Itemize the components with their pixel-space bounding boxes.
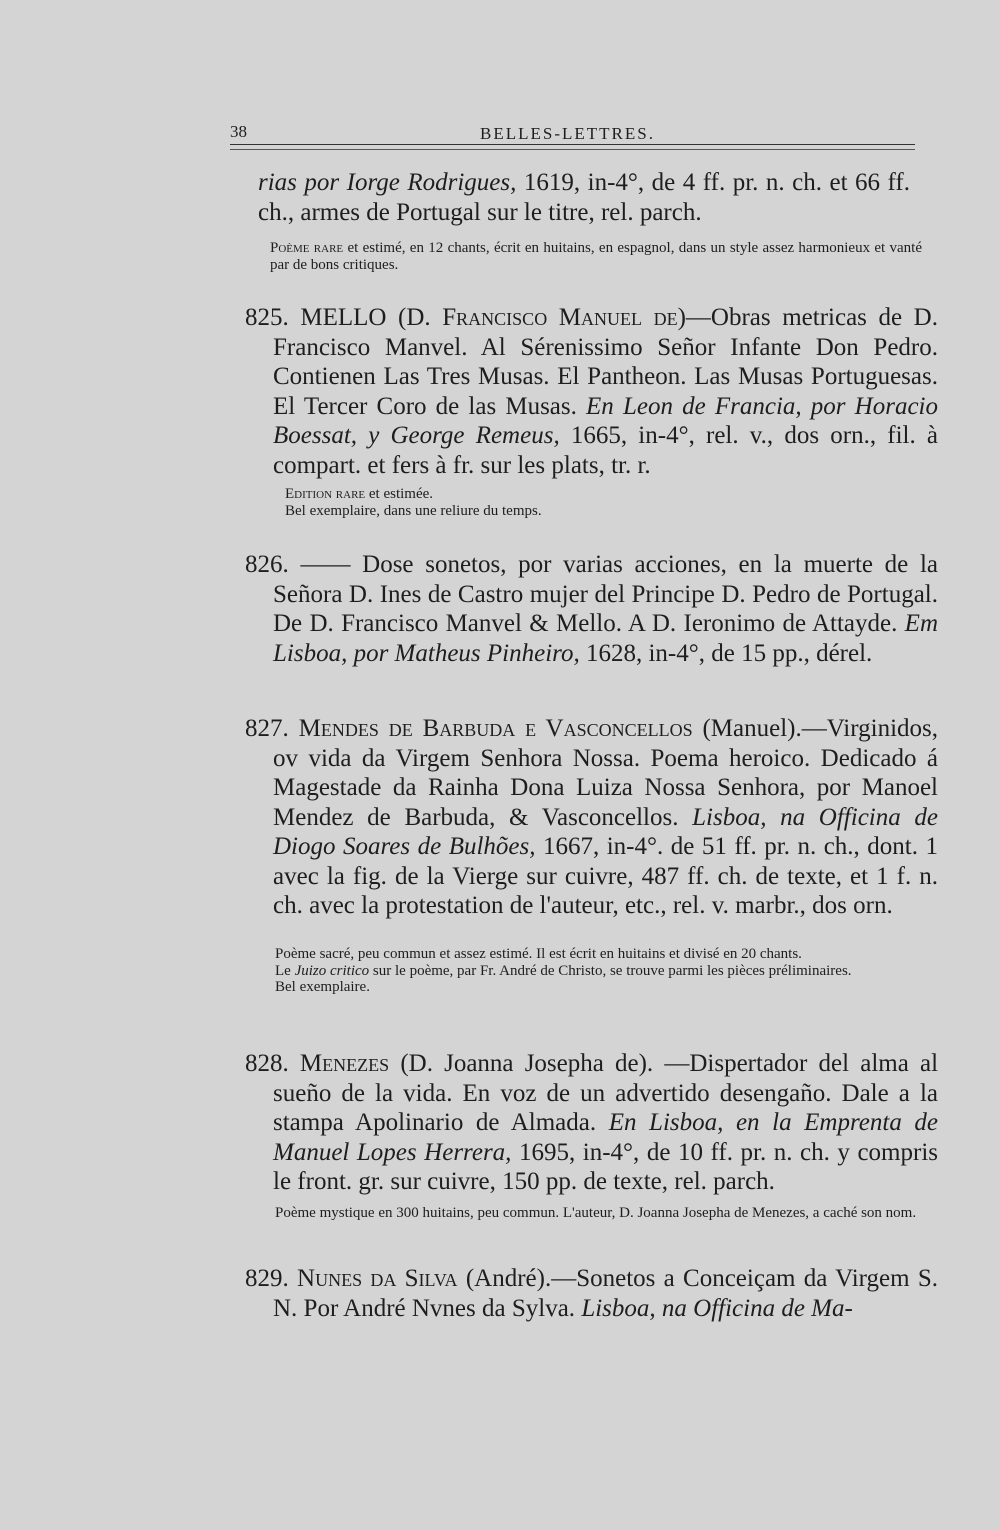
entry-828 (245, 1049, 938, 1197)
imprint: En Lisboa, en la Emprenta de Manuel Lopes Herrera, (273, 1109, 939, 1166)
em-dash: — (685, 304, 711, 331)
entry-title: Dose sonetos, por varias acciones, en la muerte de la Señora D. Ines de Castro mujer del Principe D. Pedro de Portugal. De D. Francisco Manvel & Mello. A D. Ieronimo de Attayde. (273, 551, 938, 637)
imprint: rias por Iorge Rodrigues, (258, 169, 517, 196)
note-text: et estimé, en 12 chants, écrit en huitains, en espagnol, dans un style assez harmonieux et vanté par de bons critiques. (270, 240, 922, 273)
note-small-caps: Edition rare (285, 486, 366, 502)
note-line (285, 486, 950, 503)
entry-number: 827. (245, 715, 289, 742)
running-title: BELLES-LETTRES. (480, 124, 655, 143)
entry-number: 826. (245, 551, 289, 578)
entry-827 (245, 714, 938, 921)
entry-author-close: (D. Joanna Josepha de). (389, 1050, 654, 1077)
entry-number: 829. (245, 1265, 289, 1292)
entry-note (255, 240, 922, 273)
imprint: En Leon de Francia, por Horacio Boessat, y George Remeus, (273, 392, 938, 449)
entry-text: 1665, in-4°, rel. v., dos orn., fil. à compart. et fers à fr. sur les plats, tr. r. (273, 422, 938, 479)
note-text: et estimée. (365, 486, 434, 502)
entry-title: Obras metricas de D. Francisco Manvel. Al Sérenissimo Señor Infante Don Pedro. Contienen Las Tres Musas. El Pantheon. Las Musas Portuguesas. El Tercer Coro de las Musas. (273, 304, 938, 420)
header-rule-thin (230, 149, 915, 150)
note-line: Bel exemplaire. (275, 979, 370, 995)
note-text: Le (275, 962, 295, 979)
note-line: Poème mystique en 300 huitains, peu commun. L'auteur, D. Joanna Josepha de Menezes, a caché son nom. (275, 1205, 917, 1221)
entry-826 (245, 550, 938, 668)
entry-continuation (258, 168, 910, 227)
entry-828-note (245, 1205, 925, 1222)
entry-author-sc: Mendes de Barbuda e Vasconcellos (298, 715, 693, 742)
em-dash: — (653, 1050, 690, 1077)
entry-title: Sonetos a Conceiçam da Virgem S. N. Por André Nvnes da Sylva. (273, 1265, 939, 1322)
entry-number: 828. (245, 1050, 289, 1077)
imprint: Lisboa, na Officina de Ma- (581, 1294, 853, 1322)
header-rule (230, 144, 915, 145)
note-line (260, 963, 925, 980)
entry-author-sc: Francisco Manuel de (442, 304, 678, 331)
page-header (230, 122, 915, 152)
entry-title: Dispertador del alma al sueño de la vida. En voz de un advertido desengaño. Dale a la stampa Apolinario de Almada. (273, 1050, 939, 1136)
entry-text: 1619, in-4°, de 4 ff. pr. n. ch. et 66 ff. ch., armes de Portugal sur le titre, rel. parch. (258, 169, 910, 226)
entry-number: 825. (245, 304, 289, 331)
entry-author-close: (Manuel). (692, 715, 802, 742)
entry-author-sc: Nunes da Silva (297, 1265, 458, 1292)
entry-text: 1695, in-4°, de 10 ff. pr. n. ch. y compris le front. gr. sur cuivre, 150 pp. de texte, rel. parch. (273, 1138, 938, 1195)
note-small-caps: Poème rare (270, 240, 344, 256)
entry-825 (245, 303, 938, 480)
entry-text: 1628, in-4°, de 15 pp., dérel. (579, 639, 873, 667)
entry-author-close: (André). (457, 1265, 552, 1292)
em-dash: — (551, 1265, 577, 1292)
imprint: Em Lisboa, por Matheus Pinheiro, (273, 610, 938, 667)
note-line: Poème sacré, peu commun et assez estimé. Il est écrit en huitains et divisé en 20 chants. (275, 946, 802, 962)
note-italic: Juizo critico (294, 962, 370, 979)
ditto-dash: —— (300, 551, 351, 578)
note-line: Bel exemplaire, dans une reliure du temps. (285, 502, 542, 519)
entry-author: MELLO (D. (300, 304, 443, 331)
entry-author-close: ) (677, 304, 686, 331)
entry-author-sc: Menezes (299, 1050, 390, 1077)
page-number: 38 (230, 122, 247, 141)
entry-829 (245, 1264, 938, 1323)
em-dash: — (801, 715, 827, 742)
entry-title: Virginidos, ov vida da Virgem Senhora Nossa. Poema heroico. Dedicado á Magestade da Rainha Dona Luiza Nossa Senhora, por Manoel Mendez de Barbuda, & Vasconcellos. (273, 715, 938, 831)
entry-text: 1667, in-4°. de 51 ff. pr. n. ch., dont. 1 avec la fig. de la Vierge sur cuivre, 487 ff. ch. de texte, et 1 f. n. ch. avec la protestation de l'auteur, etc., rel. v. marbr., dos orn. (273, 833, 938, 919)
imprint: Lisboa, na Officina de Diogo Soares de Bulhões, (273, 803, 938, 860)
note-text: sur le poème, par Fr. André de Christo, se trouve parmi les pièces préliminaires. (369, 962, 852, 979)
entry-827-note (245, 946, 925, 996)
entry-825-note (245, 486, 950, 519)
